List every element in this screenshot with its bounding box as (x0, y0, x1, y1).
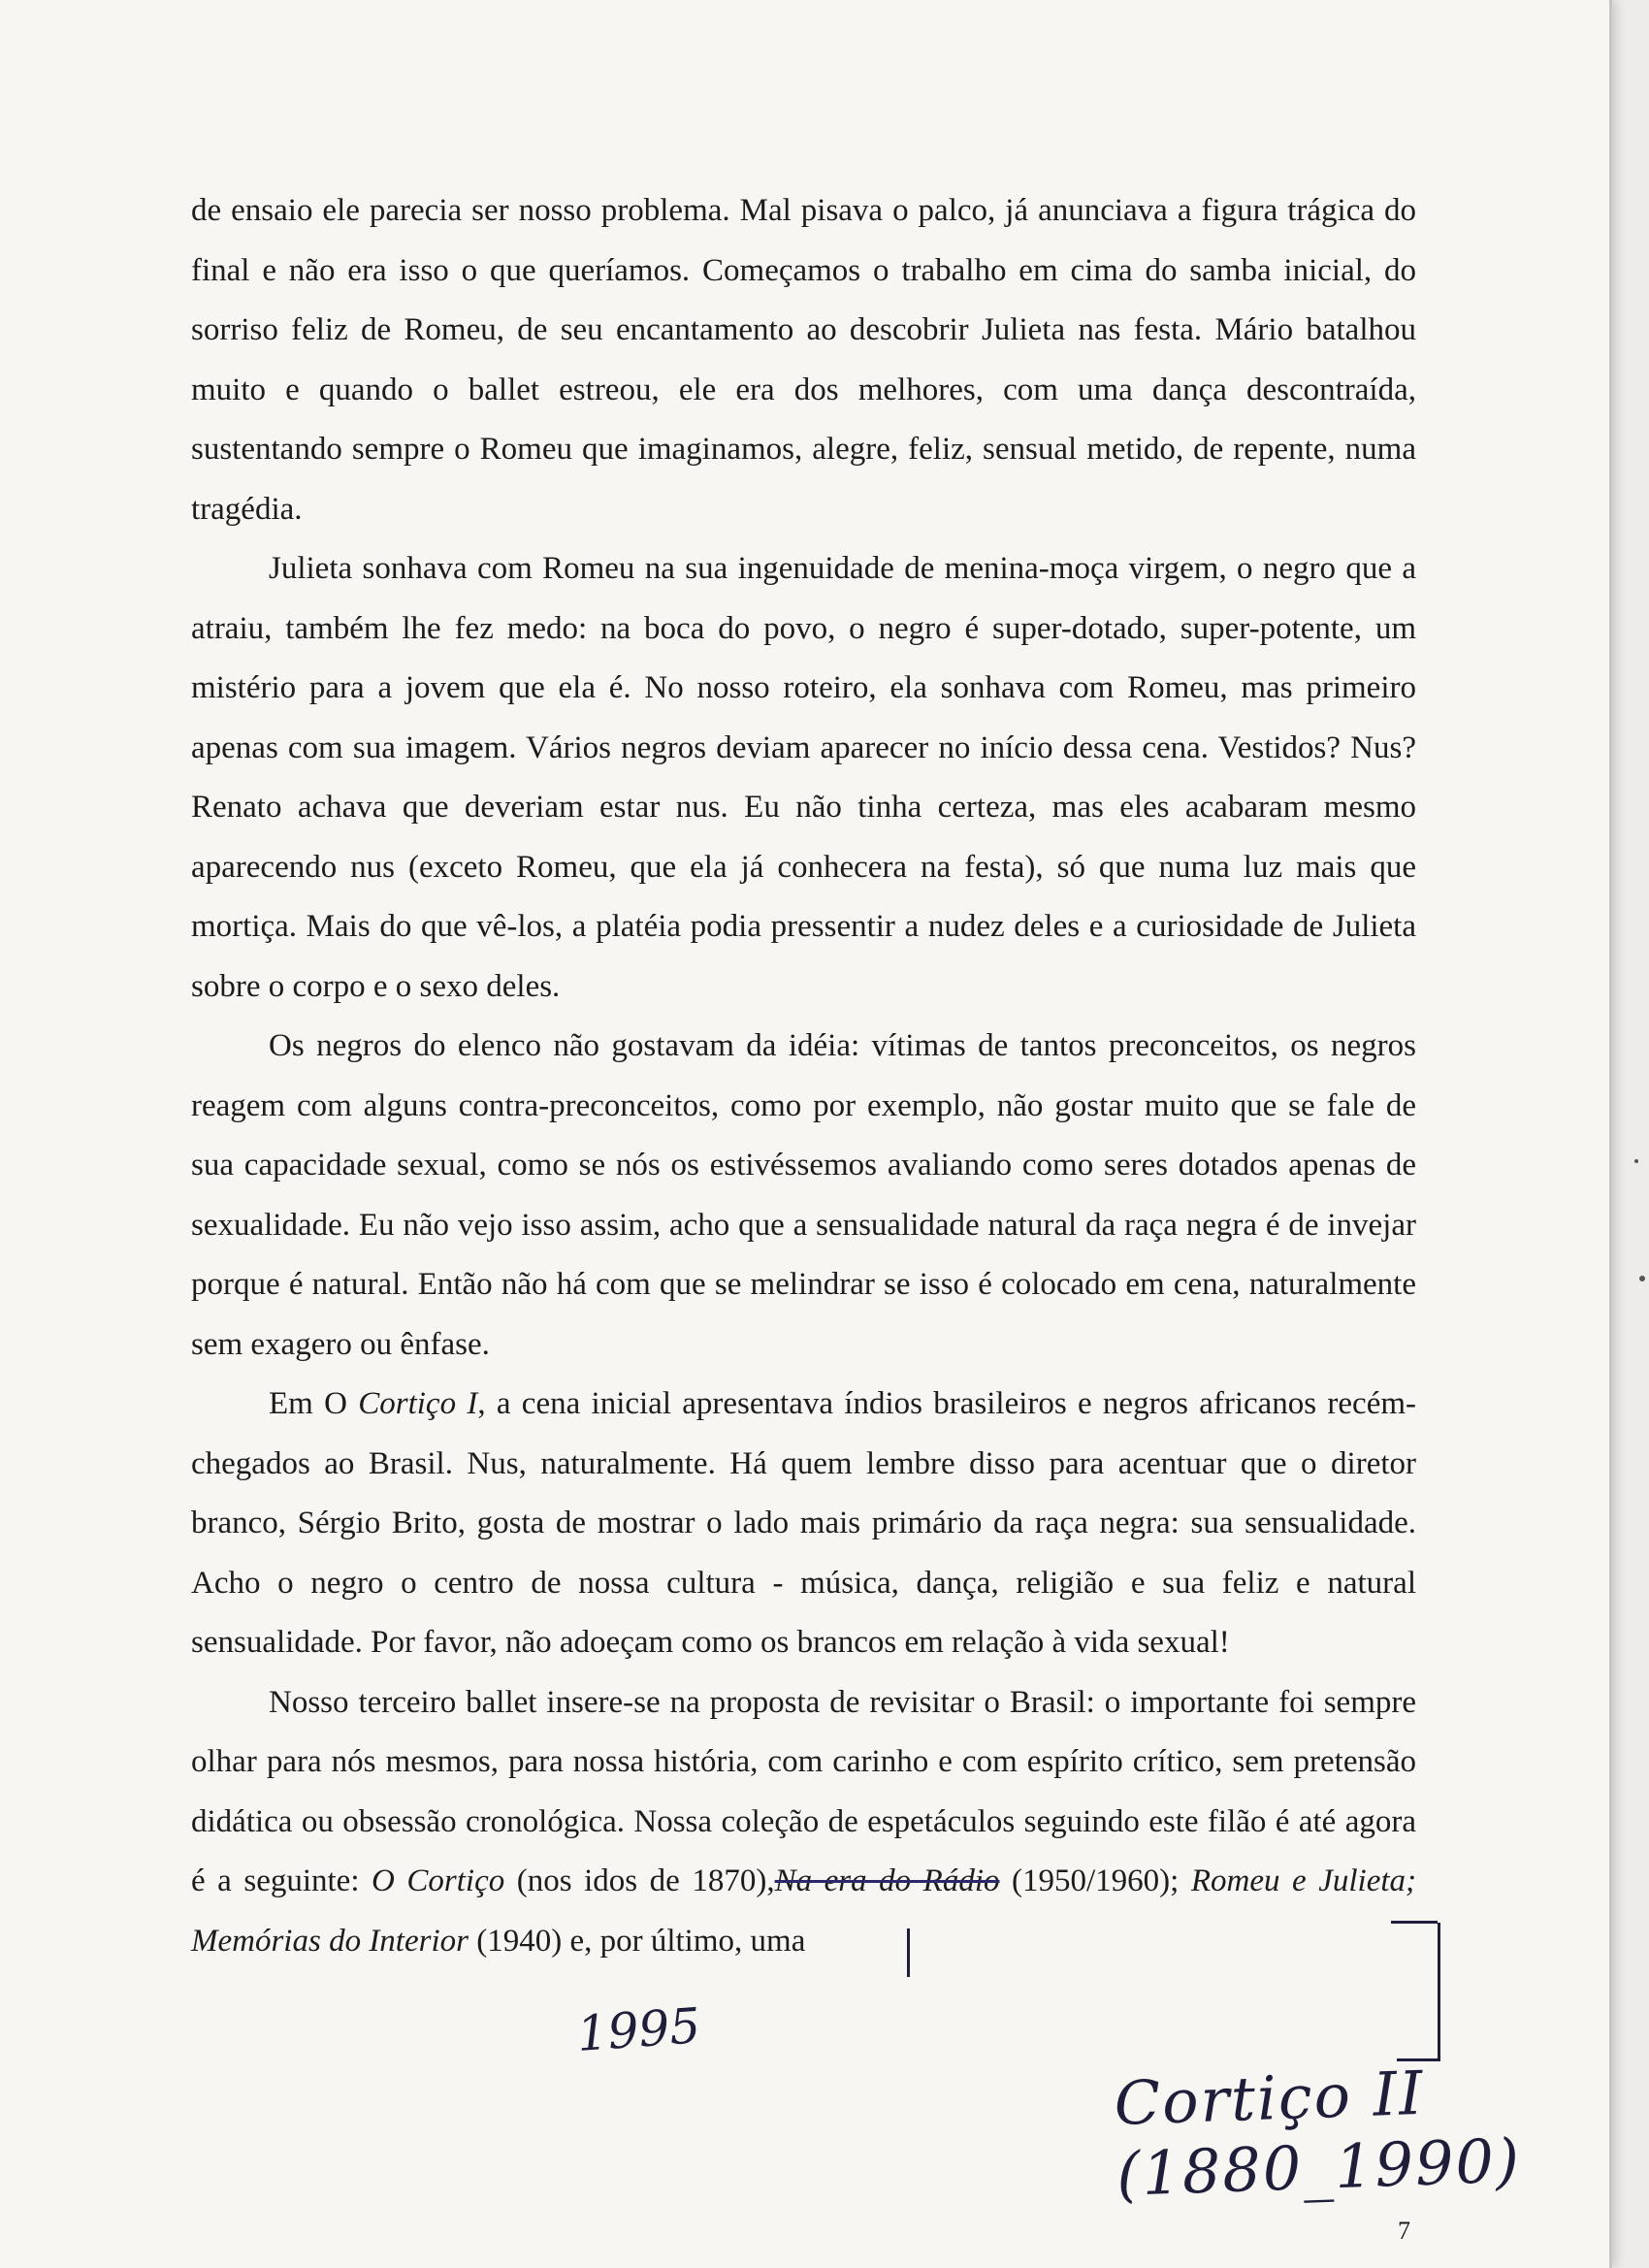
paragraph-5-text-a: Nosso terceiro ballet insere-se na proposta de revisitar o Brasil: o importante foi sempre olhar para nós mesmos, para nossa história, com carinho e com espírito crítico, sem pretensão didática ou obsessão cronológica. Nossa coleção de espetáculos seguindo este filão é até agora é a seguinte: (191, 1684, 1416, 1898)
paragraph-5-title-a: O Cortiço (372, 1863, 505, 1898)
handwritten-insert-mark (907, 1928, 918, 1977)
paragraph-5-text-c: (1950/1960); (999, 1863, 1191, 1898)
handwritten-year-note: 1995 (574, 1997, 702, 2062)
paragraph-4 (191, 1375, 1416, 1673)
paragraph-5-text-b: (nos idos de 1870), (504, 1863, 775, 1898)
paragraph-1: de ensaio ele parecia ser nosso problema. Mal pisava o palco, já anunciava a figura trágica do final e não era isso o que queríamos. Começamos o trabalho em cima do samba inicial, do sorriso feliz de Romeu, de seu encantamento ao descobrir Julieta nas festa. Mário batalhou muito e quando o ballet estreou, ele era dos melhores, com uma dança descontraída, sustentando sempre o Romeu que imaginamos, alegre, feliz, sensual metido, de repente, numa tragédia. (191, 193, 1416, 527)
paragraph-5-title-c: Romeu e Julieta; Memórias do Interior (191, 1863, 1417, 1959)
paragraph-4-title: Cortiço I (358, 1386, 478, 1421)
handwritten-bracket (1397, 1923, 1440, 2061)
paper-speck (1639, 1276, 1645, 1281)
paragraph-5 (191, 1673, 1416, 1972)
paragraph-2: Julieta sonhava com Romeu na sua ingenuidade de menina-moça virgem, o negro que a atraiu, também lhe fez medo: na boca do povo, o negro é super-dotado, super-potente, um mistério para a jovem que ela é. No nosso roteiro, ela sonhava com Romeu, mas primeiro apenas com sua imagem. Vários negros deviam aparecer no início dessa cena. Vestidos? Nus? Renato achava que deveriam estar nus. Eu não tinha certeza, mas eles acabaram mesmo aparecendo nus (exceto Romeu, que ela já conhecera na festa), só que numa luz mais que mortiça. Mais do que vê-los, a platéia podia pressentir a nudez deles e a curiosidade de Julieta sobre o corpo e o sexo deles. (191, 551, 1416, 1004)
page-number: 7 (1398, 2217, 1410, 2245)
paragraph-4-text: , a cena inicial apresentava índios brasileiros e negros africanos recém-chegados ao Brasil. Nus, naturalmente. Há quem lembre disso para acentuar que o diretor branco, Sérgio Brito, gosta de mostrar o lado mais primário da raça negra: sua sensualidade. Acho o negro o centro de nossa cultura - música, dança, religião e sua feliz e natural sensualidade. Por favor, não adoeçam como os brancos em relação à vida sexual! (191, 1386, 1416, 1660)
paper-speck (1634, 1159, 1638, 1163)
handwritten-margin-note: Cortiço II (1880_1990) (1113, 2057, 1523, 2210)
paragraph-5-title-b-struck: Na era do Rádio (774, 1863, 1000, 1898)
body-text (191, 181, 1416, 1971)
paragraph-4-prefix: Em O (269, 1386, 359, 1421)
paragraph-3: Os negros do elenco não gostavam da idéia: vítimas de tantos preconceitos, os negros reagem com alguns contra-preconceitos, como por exemplo, não gostar muito que se fale de sua capacidade sexual, como se nós os estivéssemos avaliando como seres dotados apenas de sexualidade. Eu não vejo isso assim, acho que a sensualidade natural da raça negra é de invejar porque é natural. Então não há com que se melindrar se isso é colocado em cena, naturalmente sem exagero ou ênfase. (191, 1028, 1416, 1362)
paragraph-5-text-d: (1940) e, por último, uma (468, 1923, 806, 1959)
